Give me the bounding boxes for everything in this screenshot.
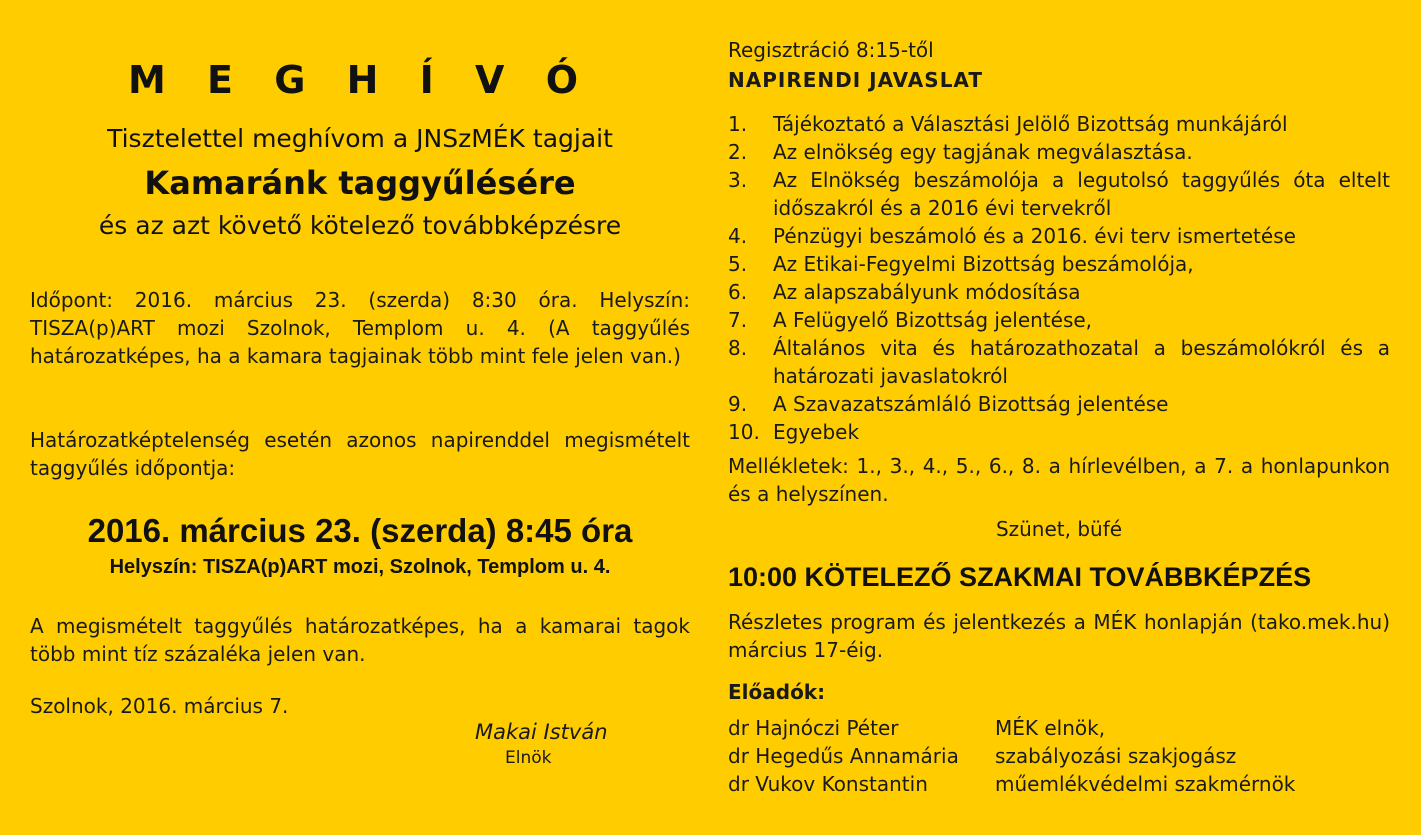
agenda-item: [728, 138, 1390, 166]
agenda-item: [728, 110, 1390, 138]
agenda-list: [728, 110, 1390, 446]
agenda-item-text: Az Etikai-Fegyelmi Bizottság beszámolója,: [773, 252, 1194, 276]
agenda-item-number: 3.: [728, 168, 748, 192]
agenda-item: [728, 390, 1390, 418]
repeat-meeting-date: 2016. március 23. (szerda) 8:45 óra: [87, 512, 633, 549]
repeat-quorum-paragraph: A megismételt taggyűlés határozatképes, ha a kamarai tagok több mint tíz százaléka jelen van.: [30, 614, 690, 666]
agenda-item: [728, 278, 1390, 306]
intro-subline: és az azt követő kötelező továbbképzésre: [98, 211, 622, 240]
time-location-paragraph: Időpont: 2016. március 23. (szerda) 8:30 óra. Helyszín: TISZA(p)ART mozi Szolnok, Templom u. 4. (A taggyűlés határozatképes, ha a kamara tagjainak több mint fele jelen van.): [30, 288, 690, 368]
speaker-name: dr Vukov Konstantin: [728, 772, 928, 796]
repeat-meeting-location: Helyszín: TISZA(p)ART mozi, Szolnok, Templom u. 4.: [109, 556, 611, 578]
agenda-item: [728, 306, 1390, 334]
speakers-title: Előadók:: [728, 680, 826, 704]
signature-name: Makai István: [475, 720, 608, 744]
speaker-name: dr Hegedűs Annamária: [728, 744, 959, 768]
training-title: 10:00 KÖTELEZŐ SZAKMAI TOVÁBBKÉPZÉS: [728, 562, 1312, 592]
agenda-item-number: 4.: [728, 224, 748, 248]
agenda-item: [728, 418, 1390, 446]
agenda-item-number: 10.: [728, 420, 760, 444]
agenda-item: [728, 166, 1390, 222]
agenda-item-number: 5.: [728, 252, 748, 276]
signature-role: Elnök: [505, 748, 552, 768]
agenda-item: [728, 250, 1390, 278]
agenda-item-number: 6.: [728, 280, 748, 304]
agenda-item-text: A Szavazatszámláló Bizottság jelentése: [773, 392, 1169, 416]
training-description: Részletes program és jelentkezés a MÉK honlapján (tako.mek.hu) március 17-éig.: [728, 610, 1390, 662]
agenda-item-text: A Felügyelő Bizottság jelentése,: [773, 308, 1093, 332]
invitation-title: M E G H Í V Ó: [128, 58, 592, 102]
agenda-item-text: Az elnökség egy tagjának megválasztása.: [773, 140, 1193, 164]
quorum-failure-paragraph: Határozatképtelenség esetén azonos napirenddel megismételt taggyűlés időpontja:: [30, 428, 690, 480]
attachments-note: Mellékletek: 1., 3., 4., 5., 6., 8. a hírlevélben, a 7. a honlapunkon és a helyszínen.: [728, 454, 1390, 506]
speaker-row: [728, 714, 1295, 742]
meeting-headline: Kamaránk taggyűlésére: [144, 164, 576, 202]
speaker-role: szabályozási szakjogász: [995, 744, 1237, 768]
speaker-role: műemlékvédelmi szakmérnök: [995, 772, 1296, 796]
agenda-item-number: 9.: [728, 392, 748, 416]
speaker-name: dr Hajnóczi Péter: [728, 716, 899, 740]
agenda-item: [728, 222, 1390, 250]
agenda-item-text: Egyebek: [773, 420, 860, 444]
speakers-list: [728, 714, 1295, 798]
registration-time: Regisztráció 8:15-től: [728, 38, 934, 62]
speaker-row: [728, 742, 1295, 770]
agenda-item-number: 8.: [728, 336, 748, 360]
speaker-role: MÉK elnök,: [995, 716, 1106, 740]
break-note: Szünet, büfé: [995, 517, 1123, 541]
agenda-item-text: Tájékoztató a Választási Jelölő Bizottság munkájáról: [773, 112, 1288, 136]
agenda-item-number: 7.: [728, 308, 748, 332]
agenda-item-text: Az Elnökség beszámolója a legutolsó taggyűlés óta eltelt időszakról és a 2016 évi tervekről: [773, 168, 1390, 220]
intro-line: Tisztelettel meghívom a JNSzMÉK tagjait: [107, 124, 613, 153]
place-date: Szolnok, 2016. március 7.: [30, 694, 289, 718]
agenda-item-text: Általános vita és határozathozatal a beszámolókról és a határozati javaslatokról: [773, 336, 1390, 388]
agenda-item-number: 2.: [728, 140, 748, 164]
agenda-item-text: Pénzügyi beszámoló és a 2016. évi terv ismertetése: [773, 224, 1296, 248]
agenda-item-number: 1.: [728, 112, 748, 136]
agenda-item-text: Az alapszabályunk módosítása: [773, 280, 1081, 304]
agenda-title: NAPIRENDI JAVASLAT: [728, 68, 984, 92]
speaker-row: [728, 770, 1295, 798]
agenda-item: [728, 334, 1390, 390]
